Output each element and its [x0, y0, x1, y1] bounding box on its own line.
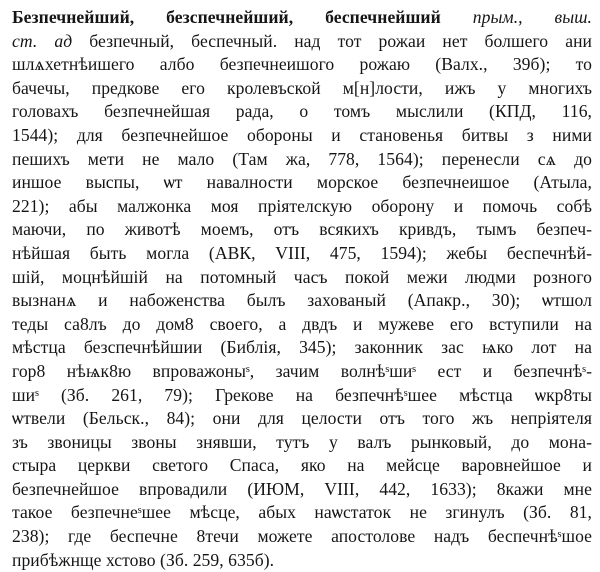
entry-line: маючи, по животѣ моемъ, отъ всякихъ кривдъ, тымъ безпеч- — [12, 219, 592, 240]
entry-line: такое безпечнеˢшее мѣсце, абых наѡстаток не згинулъ (Зб. 81, — [12, 502, 592, 523]
entry-line — [12, 30, 592, 54]
entry-line: зъ звоницы звоны знявши, тутъ у валъ рынковый, до мона- — [12, 431, 592, 452]
headword: Безпечнейший, безспечнейший, беспечнейший — [12, 7, 441, 27]
entry-line: нѣйшая быть могла (АВК, VIII, 475, 1594); жебы беспечнѣй- — [12, 242, 592, 263]
entry-line: гор8 нѣѩк8ю впроважоныˢ, зачим волнѣˢшиˢ ест и безпечнѣˢ- — [12, 360, 592, 381]
entry-line: вызнанѧ и набоженства былъ захованый (Апакр., 30); ѡтшол — [12, 290, 592, 311]
grammar-note: прым., выш. — [440, 7, 592, 27]
entry-line: мѣстца безспечнѣйшии (Библiя, 345); законник зас ѩко лот на — [12, 337, 592, 358]
entry-line: ѡтвели (Бельск., 84); они для целости отъ того жъ непрiятеля — [12, 408, 592, 429]
entry-line: 1544); для безпечнейшое обороны и становенья битвы з ними — [12, 124, 592, 145]
grammar-note: ст. ад — [12, 30, 73, 51]
dictionary-entry — [12, 6, 592, 572]
entry-line: головахъ безпечнейшая рада, о томъ мыслили (КПД, 116, — [12, 101, 592, 122]
entry-line: 221); абы малжонка моя прiятелскую оборону и помочь собѣ — [12, 195, 592, 216]
entry-line: 238); где беспечне 8течи можете апостолове надъ беспечнѣˢшое — [12, 526, 592, 547]
entry-line: бачечы, предкове его кролевъской м[н]лости, ижъ у многихъ — [12, 77, 592, 98]
entry-text: безпечный, беспечный. над тот рожаи нет болшего ани — [72, 30, 592, 51]
entry-line-last: прибѣжнще хстово (Зб. 259, 635б). — [12, 549, 275, 570]
entry-line: шiй, моцнѣйшiй на потомный часъ покой межи людми розного — [12, 266, 592, 287]
entry-line: стыра церкви светого Спаса, яко на мейсце варовнейшое и — [12, 455, 592, 476]
entry-line: иншое выспы, ѡт навалности морское безпечнеишое (Атыла, — [12, 172, 592, 193]
entry-line: безпечнейшое впровадили (ИЮМ, VIII, 442, 1633); 8кажи мне — [12, 478, 592, 499]
entry-line — [12, 6, 592, 30]
entry-line: теды са8лъ до дом8 своего, а двдъ и мужеве его вступили на — [12, 313, 592, 334]
entry-line: шлѧхетнѣишего албо безпечнеишого рожаю (Валх., 39б); то — [12, 54, 592, 75]
entry-line: пешихъ мети не мало (Там жа, 778, 1564); перенесли сѧ до — [12, 148, 592, 169]
entry-line: шиˢ (Зб. 261, 79); Грекове на безпечнѣˢшее мѣстца ѡкр8ты — [12, 384, 592, 405]
